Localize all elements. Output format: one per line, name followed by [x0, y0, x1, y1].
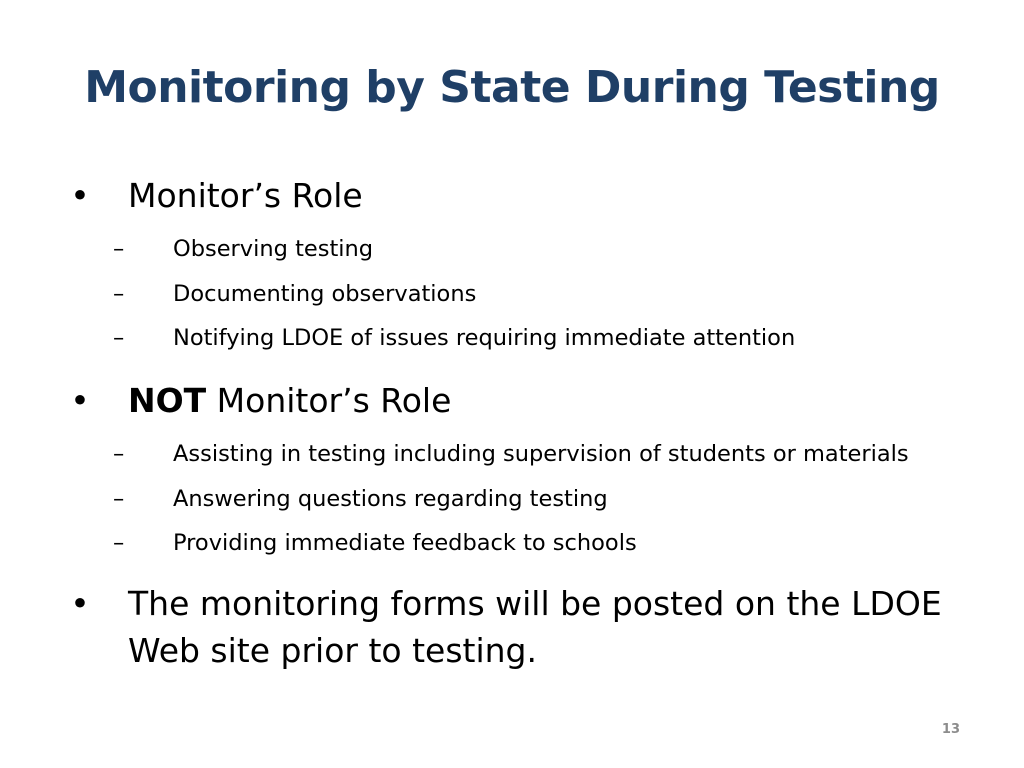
dash-icon: –	[113, 530, 125, 556]
slide-title: Monitoring by State During Testing	[84, 62, 940, 113]
page-number: 13	[941, 722, 960, 737]
dash-icon: –	[113, 281, 125, 307]
sub-item-text: Assisting in testing including supervision of students or materials	[173, 441, 909, 467]
dash-icon: –	[113, 325, 125, 351]
bullet-text: Monitor’s Role	[128, 176, 363, 215]
sub-item-text: Documenting observations	[173, 281, 477, 307]
bullet-icon: •	[70, 381, 90, 420]
bullet-text	[128, 377, 451, 424]
bullet-item-monitoring-forms	[70, 580, 970, 674]
bullet-icon: •	[70, 176, 90, 215]
sub-item-text: Notifying LDOE of issues requiring immediate attention	[173, 325, 796, 351]
dash-icon: –	[113, 441, 125, 467]
sub-item-text: Observing testing	[173, 236, 374, 262]
bullet-icon: •	[70, 584, 90, 623]
dash-icon: –	[113, 236, 125, 262]
sub-item-text: Providing immediate feedback to schools	[173, 530, 637, 556]
bullet-text-rest: Monitor’s Role	[206, 381, 452, 420]
bullet-text: The monitoring forms will be posted on the LDOE Web site prior to testing.	[128, 584, 942, 670]
bullet-text-emphasis: NOT	[128, 381, 207, 420]
sub-item-text: Answering questions regarding testing	[173, 486, 608, 512]
dash-icon: –	[113, 486, 125, 512]
